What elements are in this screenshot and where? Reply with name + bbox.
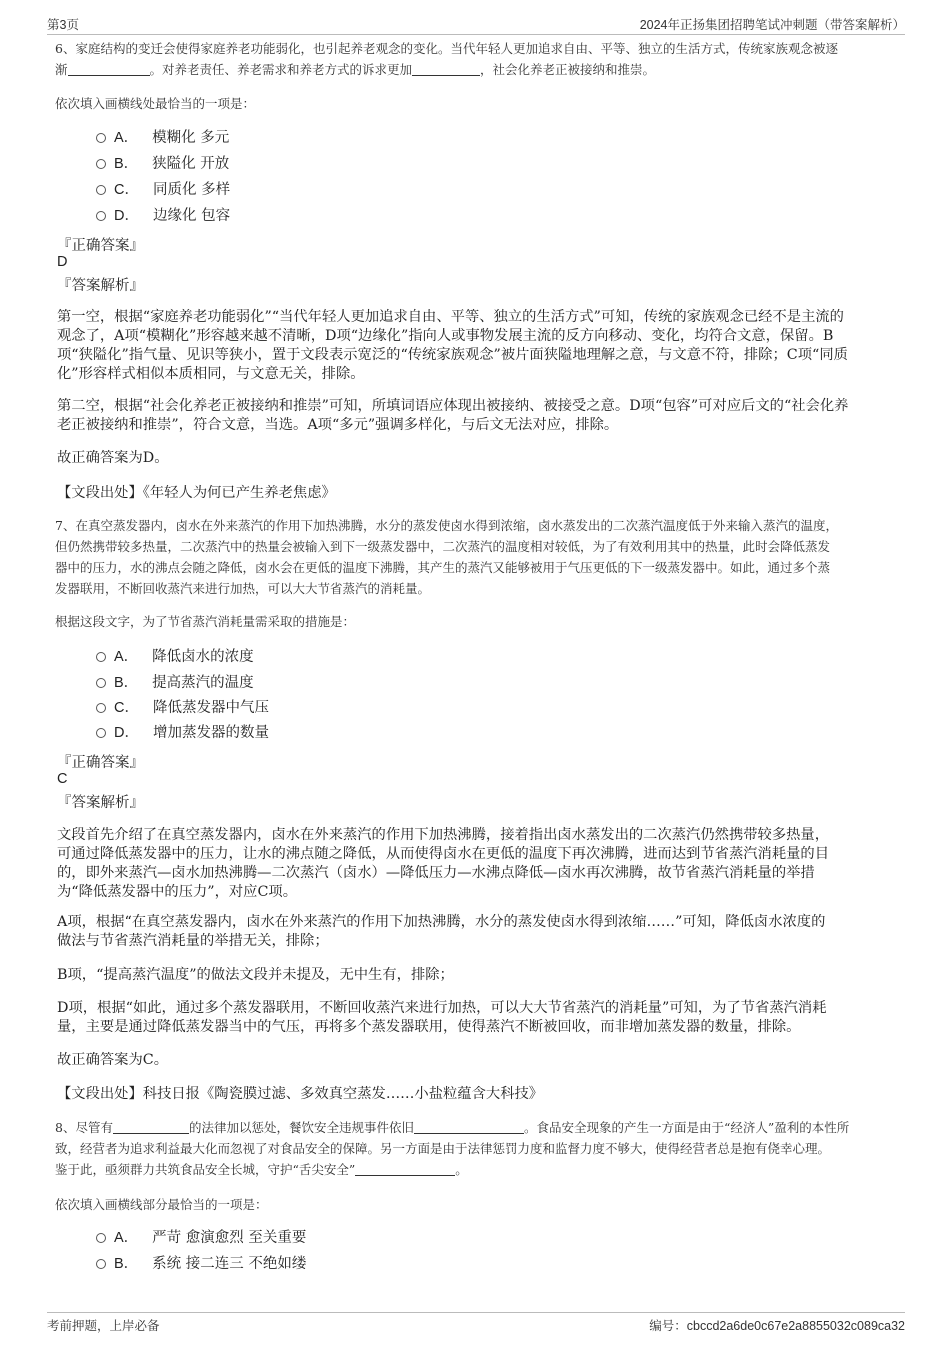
question-8-stem xyxy=(55,1117,895,1180)
question-7-line: 但仍然携带较多热量，二次蒸汽中的热量会被输入到下一级蒸发器中，二次蒸汽的温度相对较低，为了有效利用其中的热量，此时会降低蒸发 xyxy=(55,539,831,554)
analysis-line: 第一空，根据“家庭养老功能弱化”“当代年轻人更加追求自由、平等、独立的生活方式”可知，传统的家族观念已经不是主流的 xyxy=(57,309,844,325)
q6-option-a[interactable] xyxy=(96,127,229,149)
analysis-line: 第二空，根据“社会化养老正被接纳和推崇”可知，所填词语应体现出被接纳、被接受之意。D项“包容”可对应后文的“社会化养 xyxy=(57,398,849,414)
question-7-line: 器中的压力，水的沸点会随之降低，卤水会在更低的温度下沸腾，其产生的蒸汽又能够被用于气压更低的下一级蒸发器中。如此，通过多个蒸 xyxy=(55,560,831,575)
option-letter: C． xyxy=(114,700,139,716)
option-letter: D． xyxy=(114,725,139,741)
option-text: 严苛 愈演愈烈 至关重要 xyxy=(152,1230,307,1246)
question-8-text: 的法律加以惩处，餐饮安全违规事件依旧 xyxy=(188,1120,414,1135)
footer-id-code: cbccd2a6de0c67e2a8855032c089ca32 xyxy=(686,1319,905,1333)
question-8-prompt: 依次填入画横线部分最恰当的一项是： xyxy=(55,1197,268,1212)
fill-blank-2 xyxy=(412,62,480,76)
option-text: 边缘化 包容 xyxy=(152,208,231,224)
analysis-line: 老正被接纳和推崇”，符合文意，当选。A项“多元”强调多样化，与后文无法对应，排除。 xyxy=(57,417,619,433)
q7-analysis-d xyxy=(57,999,895,1037)
q7-option-c[interactable] xyxy=(96,697,269,719)
q6-source: 【文段出处】《年轻人为何已产生养老焦虑》 xyxy=(57,485,336,501)
q6-conclusion: 故正确答案为D。 xyxy=(57,450,169,466)
question-7-line: 7、在真空蒸发器内，卤水在外来蒸汽的作用下加热沸腾，水分的蒸发使卤水得到浓缩，卤水蒸发出的二次蒸汽温度低于外来输入蒸汽的温度， xyxy=(55,518,838,533)
q6-analysis-para-2 xyxy=(57,397,895,435)
q6-option-b[interactable] xyxy=(96,153,229,175)
radio-icon[interactable] xyxy=(96,133,106,143)
radio-icon[interactable] xyxy=(96,652,106,662)
analysis-line: 项“狭隘化”指气量、见识等狭小，置于文段表示宽泛的“传统家族观念”被片面狭隘地理解之意，与文意不符，排除；C项“同质 xyxy=(57,347,848,363)
document-title: 2024年正扬集团招聘笔试冲刺题（带答案解析） xyxy=(639,18,905,32)
q7-analysis-para-1 xyxy=(57,826,895,902)
analysis-line: 观念了，A项“模糊化”形容越来越不清晰，D项“边缘化”指向人或事物发展主流的反方向移动、变化，均符合文意，保留。B xyxy=(57,328,834,344)
fill-blank-1 xyxy=(113,1120,189,1134)
fill-blank-2 xyxy=(414,1120,524,1134)
q6-answer: D xyxy=(57,254,68,270)
radio-icon[interactable] xyxy=(96,1233,106,1243)
option-letter: A． xyxy=(114,1230,139,1246)
analysis-line: 做法与节省蒸汽消耗量的举措无关，排除； xyxy=(57,933,329,949)
option-text: 提高蒸汽的温度 xyxy=(152,675,254,691)
page-header xyxy=(47,12,905,35)
footer-id xyxy=(649,1316,905,1334)
option-text: 同质化 多样 xyxy=(152,182,231,198)
option-letter: A． xyxy=(114,649,139,665)
question-7-line: 发器联用，不断回收蒸汽来进行加热，可以大大节省蒸汽的消耗量。 xyxy=(55,581,431,596)
q7-conclusion: 故正确答案为C。 xyxy=(57,1052,169,1068)
q6-analysis-para-1 xyxy=(57,308,895,384)
radio-icon[interactable] xyxy=(96,185,106,195)
option-letter: A． xyxy=(114,130,139,146)
correct-answer-label: 『正确答案』 xyxy=(57,238,144,254)
question-8-text: 8、尽管有 xyxy=(55,1120,113,1135)
option-text: 狭隘化 开放 xyxy=(152,156,230,172)
q8-option-b[interactable] xyxy=(96,1253,306,1275)
analysis-line: 为“降低蒸发器中的压力”，对应C项。 xyxy=(57,884,298,900)
analysis-label: 『答案解析』 xyxy=(57,795,144,811)
analysis-line: D项，根据“如此，通过多个蒸发器联用，不断回收蒸汽来进行加热，可以大大节省蒸汽的消耗量”可知，为了节省蒸汽消耗 xyxy=(57,1000,827,1016)
analysis-label: 『答案解析』 xyxy=(57,278,144,294)
analysis-line: 的，即外来蒸汽—卤水加热沸腾—二次蒸汽（卤水）—降低压力—水沸点降低—卤水再次沸腾，故节省蒸汽消耗量的举措 xyxy=(57,865,815,881)
question-6-text: ，社会化养老正被接纳和推崇。 xyxy=(480,62,656,77)
footer-id-label: 编号： xyxy=(649,1318,687,1333)
q7-analysis-a xyxy=(57,913,895,951)
q7-option-b[interactable] xyxy=(96,672,254,694)
q7-source: 【文段出处】科技日报《陶瓷膜过滤、多效真空蒸发……小盐粒蕴含大科技》 xyxy=(57,1086,544,1102)
analysis-line: 文段首先介绍了在真空蒸发器内，卤水在外来蒸汽的作用下加热沸腾，接着指出卤水蒸发出的二次蒸汽仍然携带较多热量， xyxy=(57,827,830,843)
option-text: 系统 接二连三 不绝如缕 xyxy=(152,1256,307,1272)
question-8-text: 。 xyxy=(455,1162,468,1177)
radio-icon[interactable] xyxy=(96,159,106,169)
analysis-line: 量，主要是通过降低蒸发器当中的气压，再将多个蒸发器联用，使得蒸汽不断被回收，而非增加蒸发器的数量，排除。 xyxy=(57,1019,801,1035)
q7-option-d[interactable] xyxy=(96,722,269,744)
option-letter: B． xyxy=(114,156,139,172)
radio-icon[interactable] xyxy=(96,703,106,713)
option-letter: D． xyxy=(114,208,139,224)
q6-option-d[interactable] xyxy=(96,205,230,227)
q6-option-c[interactable] xyxy=(96,179,230,201)
option-text: 降低卤水的浓度 xyxy=(152,649,254,665)
question-8-line: 致，经营者为追求利益最大化而忽视了对食品安全的保障。另一方面是由于法律惩罚力度和监督力度不够大，使得经营者总是抱有侥幸心理。 xyxy=(55,1141,831,1156)
radio-icon[interactable] xyxy=(96,211,106,221)
radio-icon[interactable] xyxy=(96,678,106,688)
page-footer xyxy=(47,1312,905,1337)
option-letter: B． xyxy=(114,1256,139,1272)
option-text: 增加蒸发器的数量 xyxy=(152,725,269,741)
question-6-text: 。对养老责任、养老需求和养老方式的诉求更加 xyxy=(149,62,413,77)
analysis-line: 化”形容样式相似本质相同，与文意无关，排除。 xyxy=(57,366,365,382)
q7-answer: C xyxy=(57,771,68,787)
question-6-line-1: 6、家庭结构的变迁会使得家庭养老功能弱化，也引起养老观念的变化。当代年轻人更加追求自由、平等、独立的生活方式，传统家族观念被逐 xyxy=(55,41,838,56)
radio-icon[interactable] xyxy=(96,1259,106,1269)
question-6-prompt: 依次填入画横线处最恰当的一项是： xyxy=(55,96,256,111)
option-text: 降低蒸发器中气压 xyxy=(152,700,269,716)
option-text: 模糊化 多元 xyxy=(152,130,230,146)
analysis-line: 可通过降低蒸发器中的压力，让水的沸点随之降低，从而使得卤水在更低的温度下再次沸腾，进而达到节省蒸汽消耗量的目 xyxy=(57,846,830,862)
radio-icon[interactable] xyxy=(96,728,106,738)
fill-blank-1 xyxy=(68,62,150,76)
question-8-text: 。食品安全现象的产生一方面是由于“经济人”盈利的本性所 xyxy=(523,1120,850,1135)
correct-answer-label: 『正确答案』 xyxy=(57,755,144,771)
question-6-stem xyxy=(55,38,895,80)
page-number: 第3页 xyxy=(47,18,79,32)
question-8-text: 鉴于此，亟须群力共筑食品安全长城，守护“舌尖安全” xyxy=(55,1162,356,1177)
q8-option-a[interactable] xyxy=(96,1227,306,1249)
fill-blank-3 xyxy=(355,1162,455,1176)
option-letter: B． xyxy=(114,675,139,691)
question-7-prompt: 根据这段文字，为了节省蒸汽消耗量需采取的措施是： xyxy=(55,614,356,629)
q7-option-a[interactable] xyxy=(96,646,254,668)
footer-slogan: 考前押题，上岸必备 xyxy=(47,1318,160,1333)
q7-analysis-b: B项，“提高蒸汽温度”的做法文段并未提及，无中生有，排除； xyxy=(57,967,454,983)
analysis-line: A项，根据“在真空蒸发器内，卤水在外来蒸汽的作用下加热沸腾，水分的蒸发使卤水得到浓缩……”可知，降低卤水浓度的 xyxy=(57,914,826,930)
question-7-stem xyxy=(55,515,895,599)
option-letter: C． xyxy=(114,182,139,198)
question-6-text: 渐 xyxy=(55,62,68,77)
